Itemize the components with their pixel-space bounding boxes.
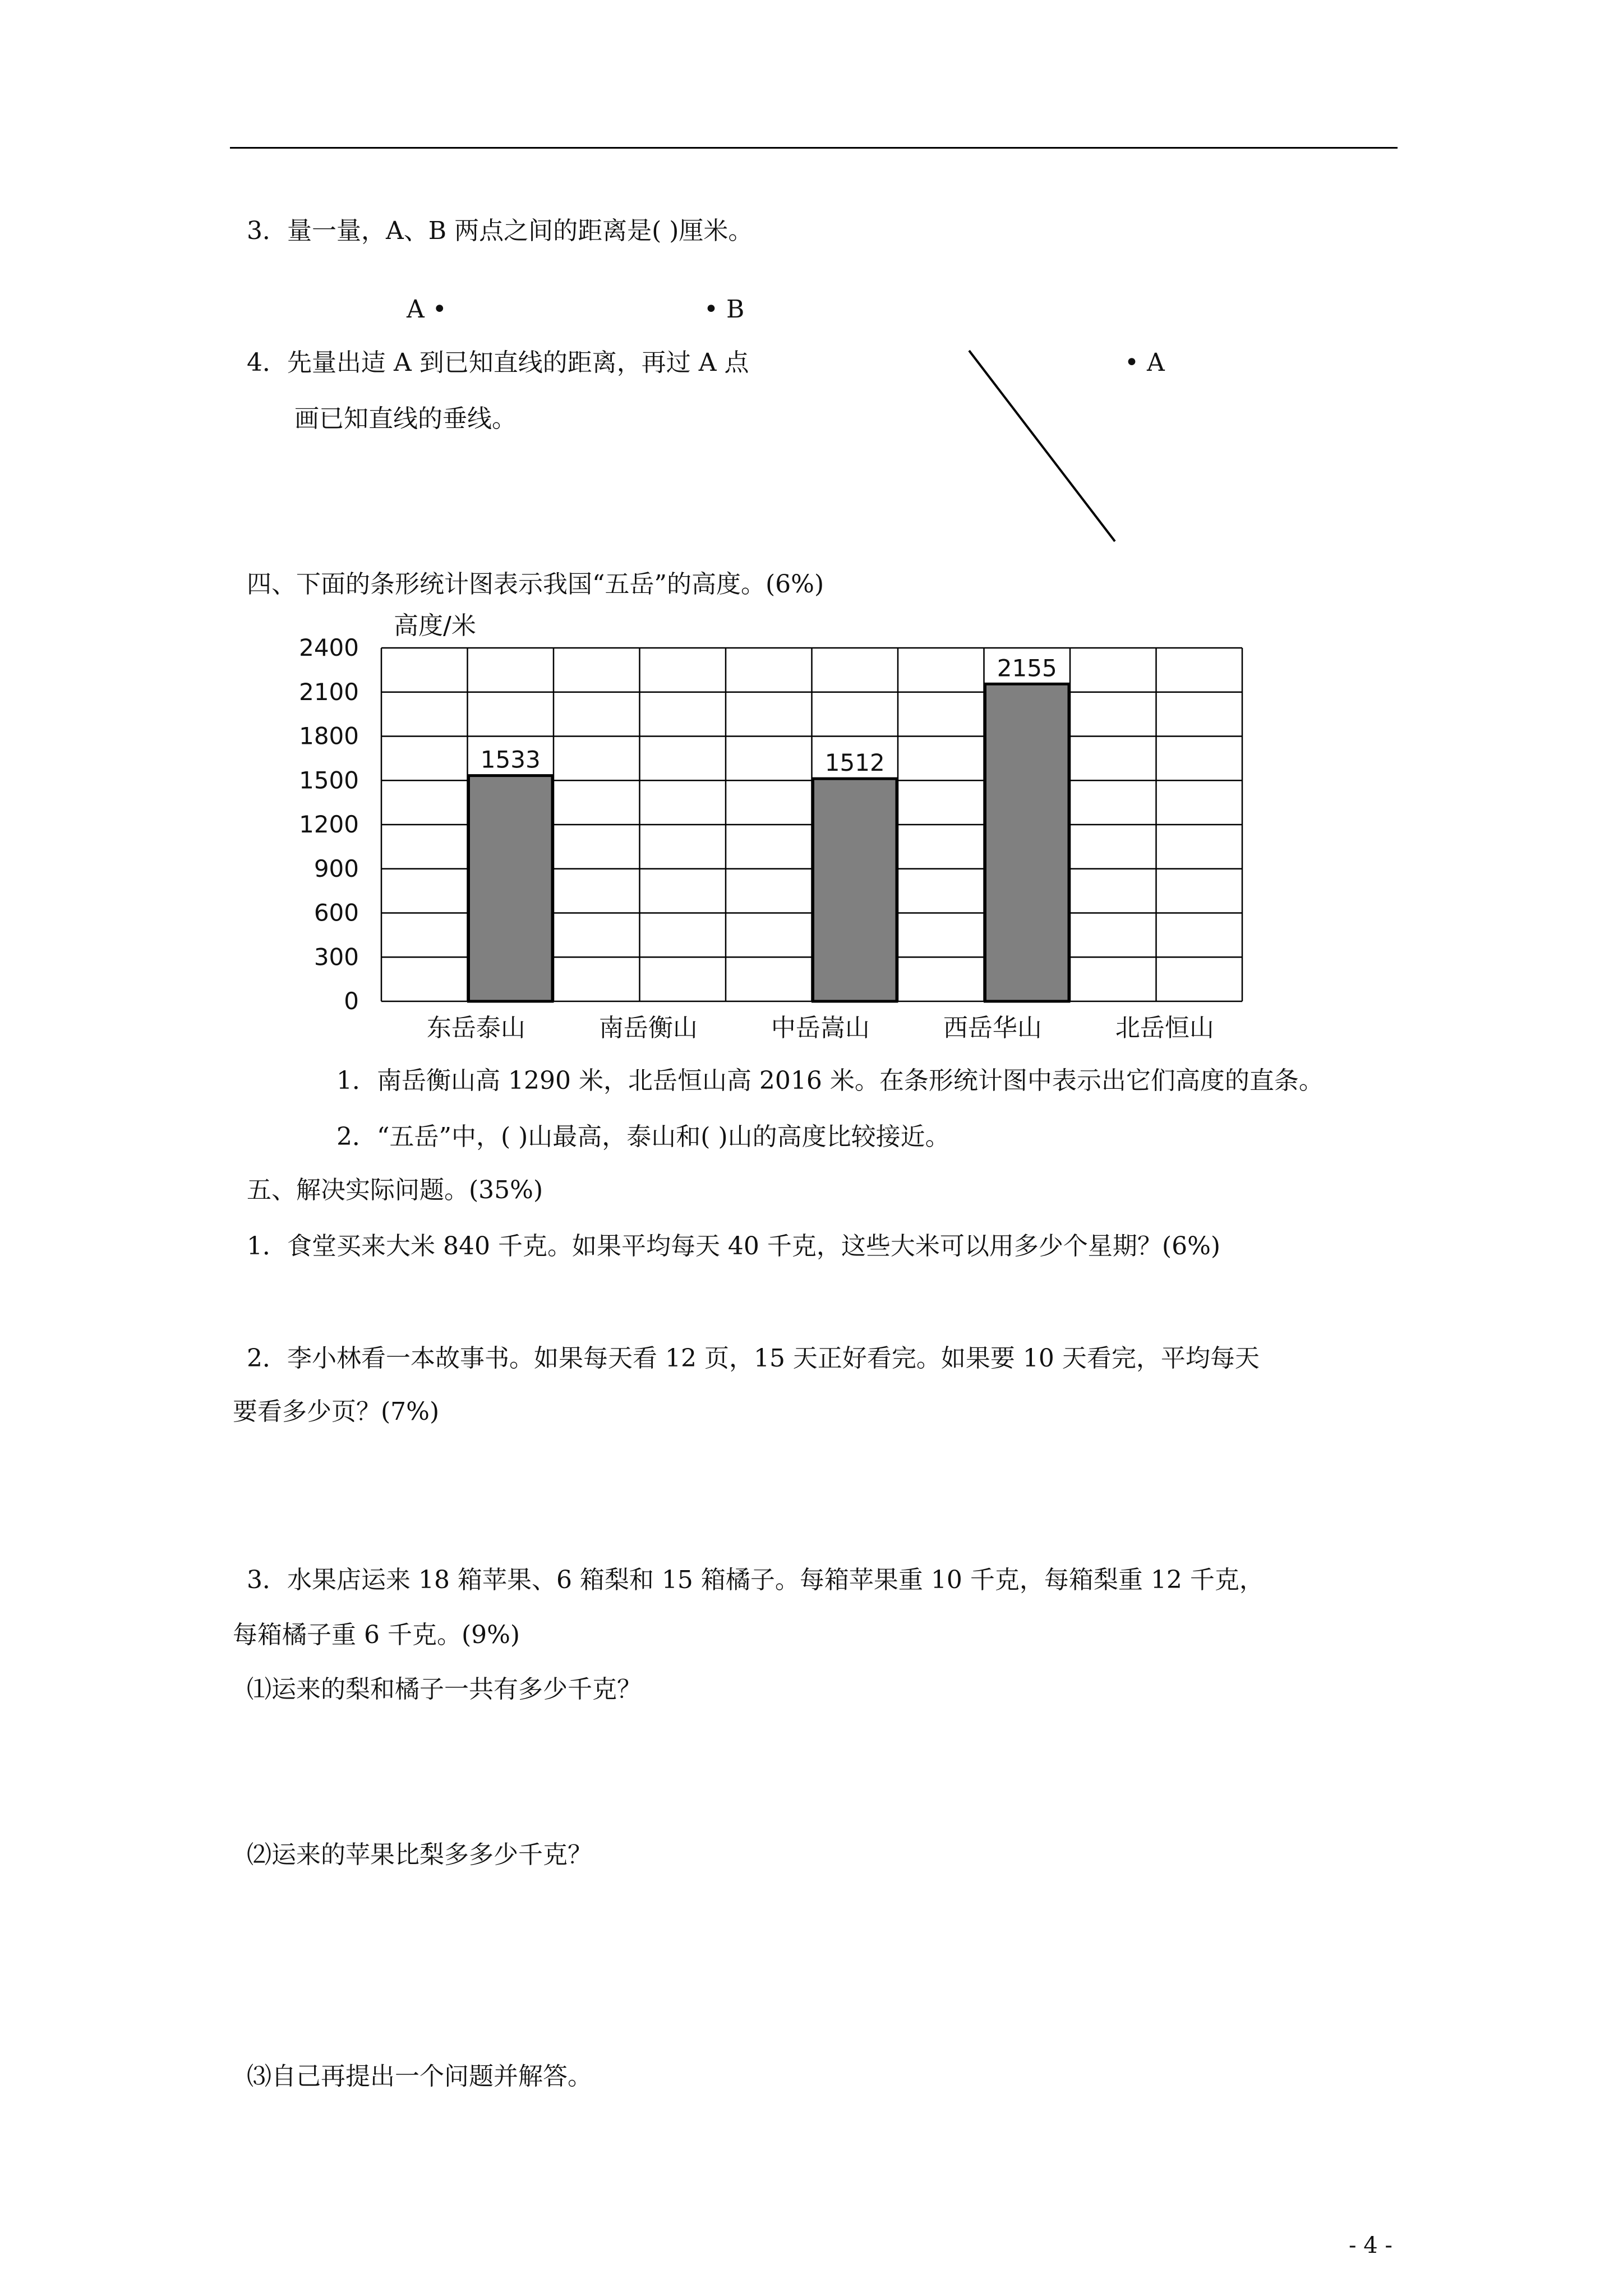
y-tick-label: 1500 [299, 766, 359, 794]
section5-heading: 五、解决实际问题。(35%) [247, 1176, 543, 1204]
y-tick-label: 1800 [299, 722, 359, 750]
y-tick-label: 2100 [299, 678, 359, 706]
section5-q2-line2: 要看多少页？(7%) [233, 1397, 440, 1426]
y-tick-label: 0 [344, 987, 359, 1015]
q3-point-a: A • [407, 295, 447, 324]
y-tick-label: 900 [313, 854, 359, 882]
category-label: 南岳衡山 [598, 1014, 698, 1042]
chart-y-axis-label: 高度/米 [394, 611, 476, 640]
section5-q1: 1．食堂买来大米 840 千克。如果平均每天 40 千克，这些大米可以用多少个星期？(6%) [247, 1232, 1221, 1260]
section4-q1: 1．南岳衡山高 1290 米，北岳恒山高 2016 米。在条形统计图中表示出它们高度的直条。 [336, 1066, 1324, 1095]
section5-sub3: ⑶自己再提出一个问题并解答。 [247, 2062, 592, 2091]
category-label: 西岳华山 [943, 1014, 1042, 1042]
y-tick-label: 600 [313, 899, 359, 927]
chart-categories [427, 1014, 1214, 1042]
y-tick-label: 1200 [299, 811, 359, 838]
section5-sub1: ⑴运来的梨和橘子一共有多少千克？ [247, 1675, 642, 1704]
section5-q2-line1: 2．李小林看一本故事书。如果每天看 12 页，15 天正好看完。如果要 10 天看完，平均每天 [247, 1344, 1260, 1373]
y-tick-label: 2400 [299, 634, 359, 661]
q4-line1: 4．先量出迼 A 到已知直线的距离，再过 A 点 [247, 348, 749, 377]
bar [813, 779, 897, 1001]
q3-text: 3．量一量，A、B 两点之间的距离是( )厘米。 [247, 217, 753, 245]
category-label: 东岳泰山 [426, 1014, 525, 1042]
category-label: 北岳恒山 [1115, 1014, 1214, 1042]
chart-y-ticks [299, 634, 359, 1015]
section5-q3-line1: 3．水果店运来 18 箱苹果、6 箱梨和 15 箱橘子。每箱苹果重 10 千克，每箱梨重 12 千克， [247, 1566, 1264, 1594]
bar-value-label: 1533 [480, 746, 541, 774]
y-tick-label: 300 [313, 943, 359, 971]
section4-q2: 2．“五岳”中，( )山最高，泰山和( )山的高度比较接近。 [336, 1122, 950, 1151]
chart-bars [469, 654, 1069, 1001]
category-label: 中岳嵩山 [771, 1014, 870, 1042]
bar-value-label: 1512 [824, 749, 885, 777]
page-number: - 4 - [1349, 2233, 1393, 2258]
section4-heading: 四、下面的条形统计图表示我国“五岳”的高度。(6%) [247, 570, 824, 599]
bar-chart [0, 0, 1623, 1066]
bar [985, 684, 1069, 1001]
bar [469, 776, 553, 1001]
section5-q3-line2: 每箱橘子重 6 千克。(9%) [233, 1621, 520, 1649]
section5-sub2: ⑵运来的苹果比梨多多少千克？ [247, 1841, 592, 1869]
q4-line2: 画已知直线的垂线。 [294, 404, 517, 433]
q4-point-a: • A [1124, 348, 1165, 377]
bar-value-label: 2155 [997, 654, 1057, 682]
q3-point-b: • B [704, 295, 745, 324]
